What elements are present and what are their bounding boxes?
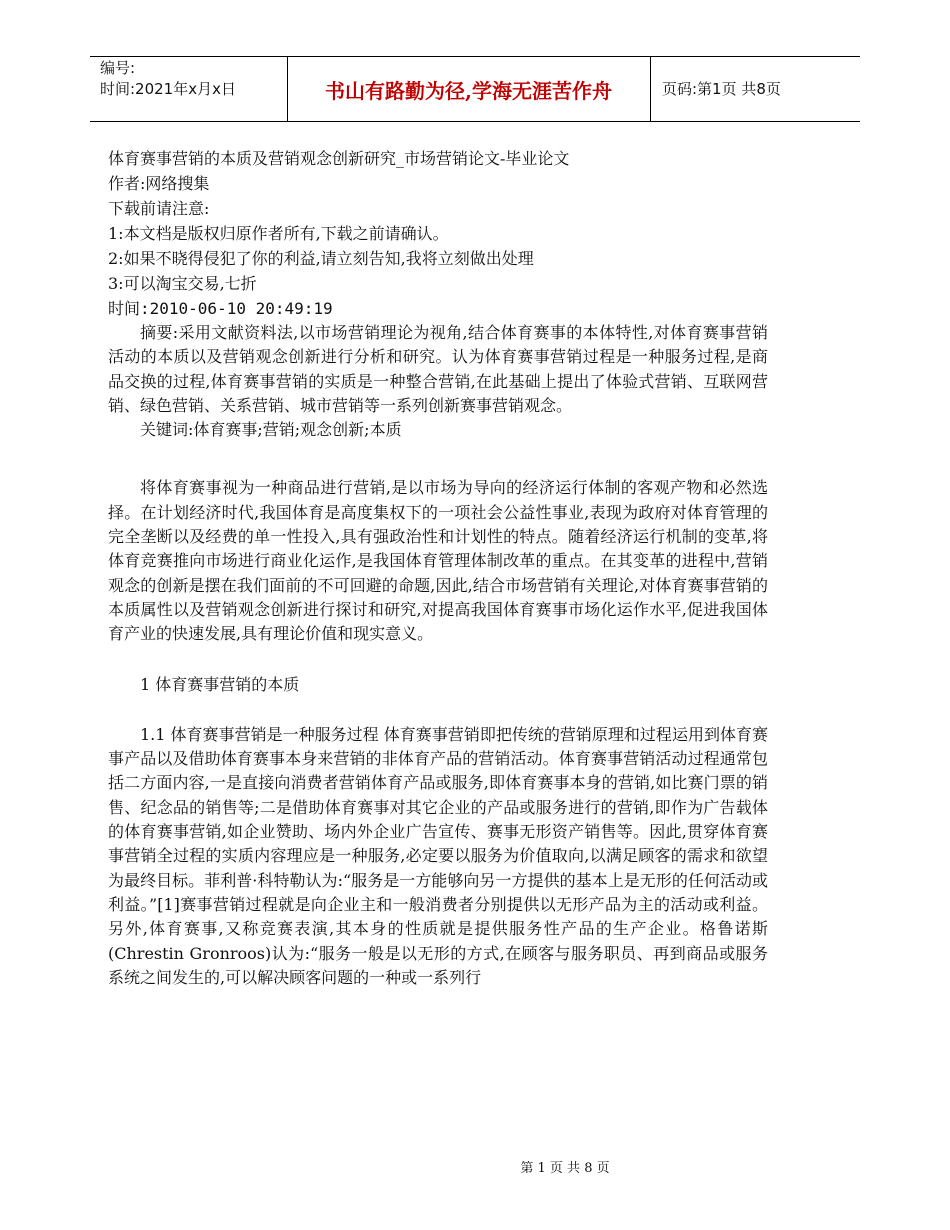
abstract-paragraph: 摘要:采用文献资料法,以市场营销理论为视角,结合体育赛事的本体特性,对体育赛事营销活动的本质以及营销观念创新进行分析和研究。认为体育赛事营销过程是一种服务过程,是商品交换的过程,体育赛事营销的实质是一种整合营销,在此基础上提出了体验式营销、互联网营销、绿色营销、关系营销、城市营销等一系列创新赛事营销观念。 (108, 323, 768, 415)
document-body (108, 146, 768, 990)
document-number-label: 编号: (100, 59, 136, 77)
section-heading-1: 1 体育赛事营销的本质 (140, 674, 300, 694)
section-1-1-paragraph: 1.1 体育赛事营销是一种服务过程 体育赛事营销即把传统的营销原理和过程运用到体育赛事产品以及借助体育赛事本身来营销的非体育产品的营销活动。体育赛事营销活动过程通常包括二方面内容,一是直接向消费者营销体育产品或服务,即体育赛事本身的营销,如比赛门票的销售、纪念品的销售等;二是借助体育赛事对其它企业的产品或服务进行的营销,即作为广告载体的体育赛事营销,如企业赞助、场内外企业广告宣传、赛事无形资产销售等。因此,贯穿体育赛事营销全过程的实质内容理应是一种服务,必定要以服务为价值取向,以满足顾客的需求和欲望为最终目标。菲利普·科特勒认为:“服务是一方能够向另一方提供的基本上是无形的任何活动或利益。”[1]赛事营销过程就是向企业主和一般消费者分别提供以无形产品为主的活动或利益。另外,体育赛事,又称竞赛表演,其本身的性质就是提供服务性产品的生产企业。格鲁诺斯(Chrestin Gronroos)认为:“服务一般是以无形的方式,在顾客与服务职员、再到商品或服务系统之间发生的,可以解决顾客问题的一种或一系列行 (108, 724, 768, 987)
document-date-label: 时间:2021年x月x日 (100, 80, 236, 98)
header-page-info: 页码:第1页 共8页 (662, 80, 781, 98)
document-timestamp: 时间:2010-06-10 20:49:19 (108, 299, 333, 318)
spacer (108, 442, 768, 476)
intro-paragraph: 将体育赛事视为一种商品进行营销,是以市场为导向的经济运行体制的客观产物和必然选择。在计划经济时代,我国体育是高度集权下的一项社会公益性事业,表现为政府对体育管理的完全垄断以及经费的单一性投入,具有强政治性和计划性的特点。随着经济运行机制的变革,将体育竞赛推向市场进行商业化运作,是我国体育管理体制改革的重点。在其变革的进程中,营销观念的创新是摆在我们面前的不可回避的命题,因此,结合市场营销有关理论,对体育赛事营销的本质属性以及营销观念创新进行探讨和研究,对提高我国体育赛事市场化运作水平,促进我国体育产业的快速发展,具有理论价值和现实意义。 (108, 478, 768, 644)
spacer (108, 697, 768, 723)
notice-item-1: 1:本文档是版权归原作者所有,下载之前请确认。 (108, 224, 449, 243)
header-meta (100, 58, 236, 100)
document-title: 体育赛事营销的本质及营销观念创新研究_市场营销论文-毕业论文 (108, 149, 570, 168)
document-author: 作者:网络搜集 (108, 174, 210, 193)
notice-item-2: 2:如果不晓得侵犯了你的利益,请立刻告知,我将立刻做出处理 (108, 249, 534, 268)
spacer (108, 647, 768, 673)
header-divider-right (650, 56, 651, 122)
page-footer: 第 1 页 共 8 页 (520, 1161, 610, 1176)
notice-item-3: 3:可以淘宝交易,七折 (108, 274, 257, 293)
notice-heading: 下载前请注意: (108, 199, 210, 218)
header-motto: 书山有路勤为径,学海无涯苦作舟 (325, 78, 612, 103)
keywords-paragraph: 关键词:体育赛事;营销;观念创新;本质 (140, 420, 402, 440)
